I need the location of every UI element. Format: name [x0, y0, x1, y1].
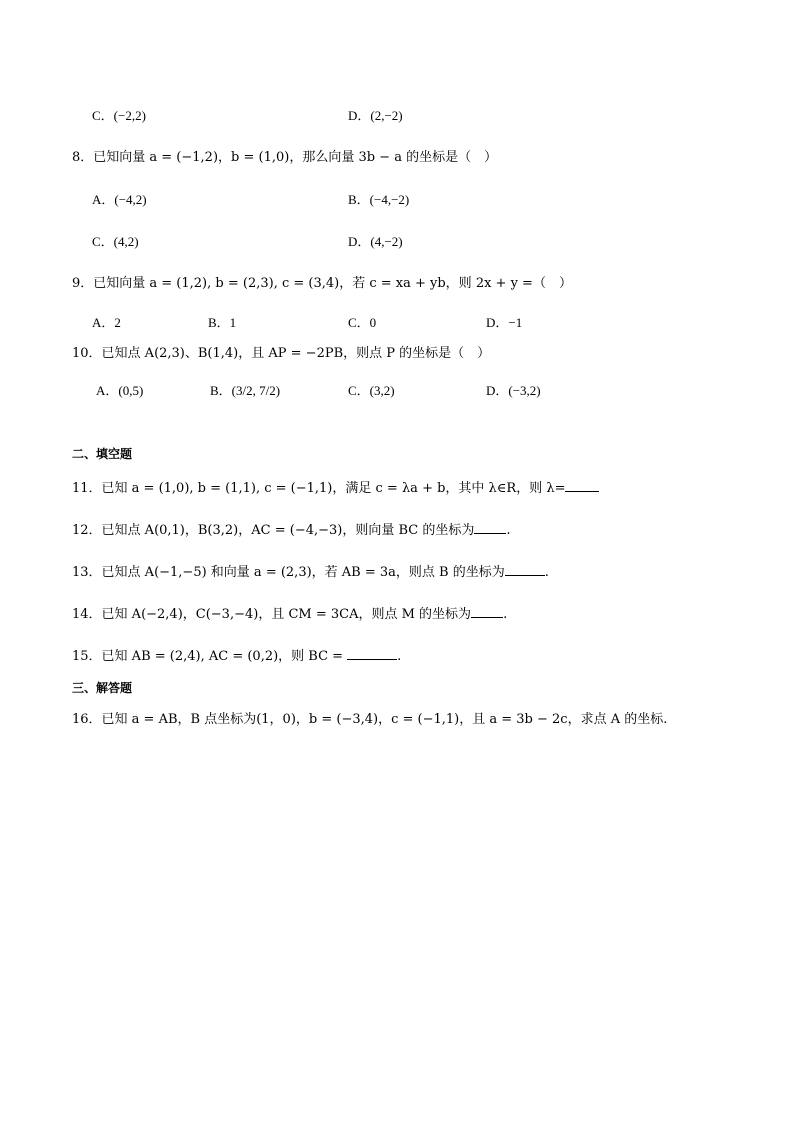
question-14-text: 14．已知 A(−2,4)，C(−3,−4)，且 CM = 3CA，则点 M 的坐标为 — [72, 607, 472, 622]
q9-option-a — [92, 313, 121, 333]
question-14: 14．已知 A(−2,4)，C(−3,−4)，且 CM = 3CA，则点 M 的坐标为 . — [72, 604, 507, 625]
question-15: 15．已知 AB = (2,4), AC = (0,2)，则 BC = . — [72, 646, 401, 667]
option-label: A． — [96, 383, 119, 398]
option-label: C． — [348, 383, 370, 398]
question-11-text: 11．已知 a = (1,0), b = (1,1), c = (−1,1)，满足 c = λa + b，其中 λ∈R，则 λ= — [72, 481, 566, 496]
question-15-text: 15．已知 AB = (2,4), AC = (0,2)，则 BC = — [72, 649, 344, 664]
q9-option-b — [208, 313, 236, 333]
question-16: 16．已知 a = AB，B 点坐标为(1，0)，b = (−3,4)，c = (−1,1)，且 a = 3b − 2c，求点 A 的坐标. — [72, 712, 668, 727]
q10-option-d — [486, 381, 541, 401]
option-text: (2,−2) — [370, 108, 403, 123]
q8-option-c — [92, 232, 139, 252]
answer-blank — [474, 520, 506, 534]
q10-option-b — [210, 381, 280, 401]
option-text: −1 — [508, 315, 523, 330]
question-13-text: 13．已知点 A(−1,−5) 和向量 a = (2,3)，若 AB = 3a，则点 B 的坐标为 — [72, 565, 505, 580]
option-label: B． — [348, 192, 370, 207]
answer-blank — [347, 646, 397, 660]
option-text: 0 — [369, 315, 377, 330]
option-text: (−3,2) — [508, 383, 541, 398]
answer-blank — [505, 562, 545, 576]
option-label: A． — [92, 315, 115, 330]
option-text: (−4,−2) — [369, 192, 410, 207]
section-heading-fill-in: 二、填空题 — [72, 447, 133, 461]
question-12-text: 12．已知点 A(0,1)，B(3,2)，AC = (−4,−3)，则向量 BC 的坐标为 — [72, 523, 475, 538]
q8-option-a — [92, 190, 147, 210]
option-text: (3,2) — [369, 383, 395, 398]
section-heading-solutions: 三、解答题 — [72, 681, 133, 695]
option-label: B． — [210, 383, 232, 398]
question-12: 12．已知点 A(0,1)，B(3,2)，AC = (−4,−3)，则向量 BC 的坐标为 . — [72, 520, 511, 541]
option-label: C． — [348, 315, 370, 330]
q7-option-d — [348, 106, 403, 126]
q10-option-a — [96, 381, 143, 401]
q10-option-c — [348, 381, 395, 401]
option-text: (4,2) — [113, 234, 139, 249]
option-label: C． — [92, 234, 114, 249]
question-13: 13．已知点 A(−1,−5) 和向量 a = (2,3)，若 AB = 3a，则点 B 的坐标为 . — [72, 562, 549, 583]
q7-option-c — [92, 106, 146, 126]
option-label: D． — [348, 108, 371, 123]
q8-option-d — [348, 232, 403, 252]
option-text: (−4,2) — [114, 192, 147, 207]
option-label: D． — [486, 383, 509, 398]
option-text: 1 — [229, 315, 237, 330]
question-11 — [72, 478, 599, 499]
q9-option-d — [486, 313, 522, 333]
option-text: (0,5) — [118, 383, 144, 398]
question-10-stem: 10．已知点 A(2,3)、B(1,4)，且 AP = −2PB，则点 P 的坐标是（ ） — [72, 346, 491, 361]
option-label: B． — [208, 315, 230, 330]
option-text: (4,−2) — [370, 234, 403, 249]
q9-option-c — [348, 313, 376, 333]
question-9-stem: 9．已知向量 a = (1,2), b = (2,3), c = (3,4)，若 c = xa + yb，则 2x + y =（ ） — [72, 276, 572, 291]
answer-blank — [471, 604, 503, 618]
option-label: D． — [486, 315, 509, 330]
q8-option-b — [348, 190, 409, 210]
option-text: (3/2, 7/2) — [231, 383, 281, 398]
question-8-stem: 8．已知向量 a = (−1,2)，b = (1,0)，那么向量 3b − a 的坐标是（ ） — [72, 150, 498, 165]
answer-blank — [565, 478, 599, 492]
option-text: (−2,2) — [113, 108, 146, 123]
option-text: 2 — [114, 315, 121, 330]
option-label: A． — [92, 192, 115, 207]
option-label: D． — [348, 234, 371, 249]
option-label: C． — [92, 108, 114, 123]
